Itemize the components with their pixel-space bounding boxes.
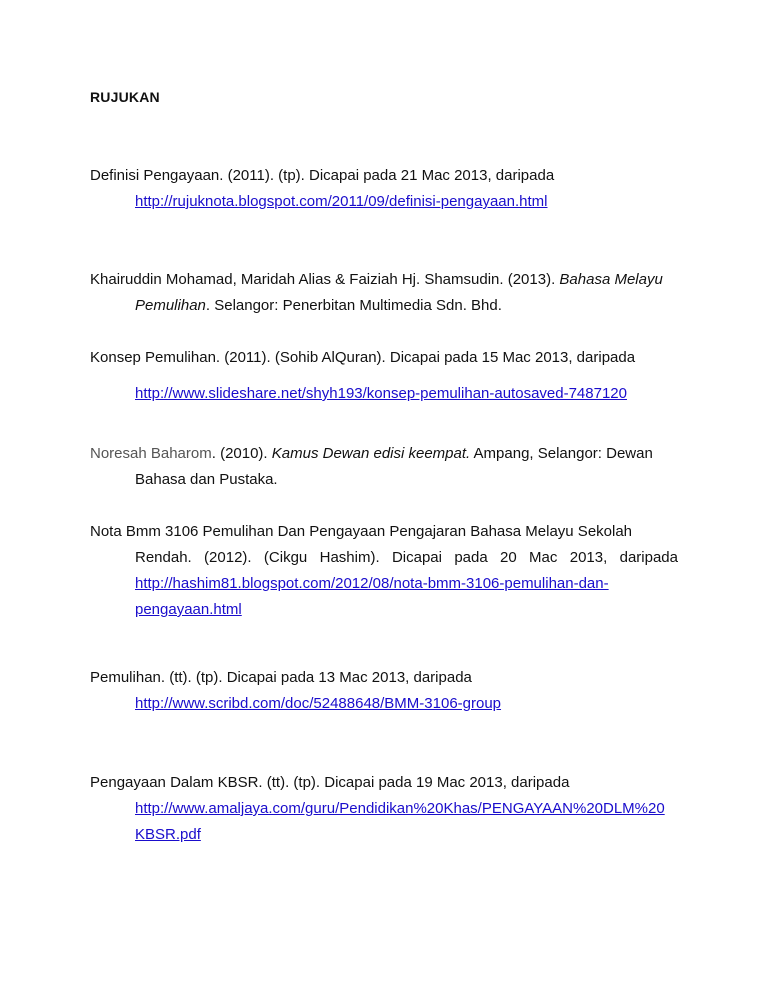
reference-item [90,770,678,848]
reference-text: Bahasa dan Pustaka. [135,471,278,488]
reference-link[interactable]: pengayaan.html [135,601,242,618]
reference-text: Rendah. (2012). (Cikgu Hashim). Dicapai pada 20 Mac 2013, daripada [135,549,678,566]
reference-item [90,665,678,717]
reference-text: Pemulihan. (tt). (tp). Dicapai pada 13 Mac 2013, daripada [90,669,472,686]
reference-author: Noresah Baharom [90,445,212,462]
reference-link[interactable]: KBSR.pdf [135,826,201,843]
reference-item [90,441,678,493]
reference-link[interactable]: http://www.amaljaya.com/guru/Pendidikan%20Khas/PENGAYAAN%20DLM%20 [135,800,665,817]
reference-text: Khairuddin Mohamad, Maridah Alias & Faiziah Hj. Shamsudin. (2013). [90,271,560,288]
reference-text: Pengayaan Dalam KBSR. (tt). (tp). Dicapai pada 19 Mac 2013, daripada [90,774,570,791]
reference-text: . Selangor: Penerbitan Multimedia Sdn. Bhd. [205,297,502,314]
reference-text: . (2010). [211,445,272,462]
page-title: RUJUKAN [90,89,160,105]
reference-title: Kamus Dewan edisi keempat. [271,445,471,462]
reference-item [90,519,678,623]
reference-link[interactable]: http://www.scribd.com/doc/52488648/BMM-3106-group [135,695,502,712]
reference-link[interactable]: http://rujuknota.blogspot.com/2011/09/definisi-pengayaan.html [135,193,548,210]
reference-text: Konsep Pemulihan. (2011). (Sohib AlQuran). Dicapai pada 15 Mac 2013, daripada [90,349,636,366]
reference-link[interactable]: http://hashim81.blogspot.com/2012/08/nota-bmm-3106-pemulihan-dan- [135,575,609,592]
reference-title: Pemulihan [135,297,206,314]
reference-text: Nota Bmm 3106 Pemulihan Dan Pengayaan Pengajaran Bahasa Melayu Sekolah [90,523,633,540]
reference-title: Bahasa Melayu [559,271,663,288]
reference-text: Ampang, Selangor: Dewan [470,445,653,462]
reference-item [90,345,678,407]
reference-text: Definisi Pengayaan. (2011). (tp). Dicapai pada 21 Mac 2013, daripada [90,167,555,184]
reference-item [90,267,678,319]
reference-item [90,163,678,215]
reference-link[interactable]: http://www.slideshare.net/shyh193/konsep-pemulihan-autosaved-7487120 [135,385,627,402]
